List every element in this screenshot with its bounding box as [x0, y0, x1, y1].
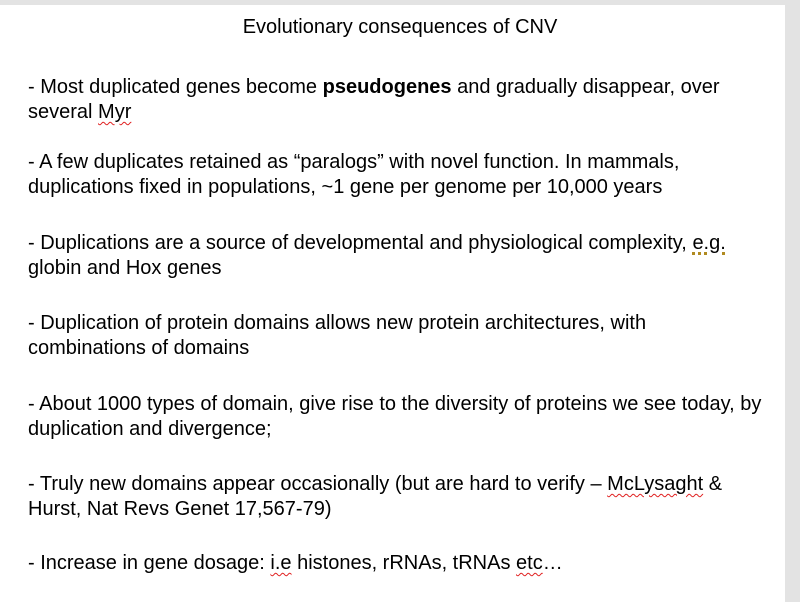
- spelling-flag[interactable]: i.e: [270, 552, 292, 574]
- text: & Hurst, Nat Revs Genet 17,567-79): [28, 473, 723, 520]
- bullet-paralogs[interactable]: - A few duplicates retained as “paralogs” with novel function. In mammals, duplications fixed in populations, ~1 gene per genome per 10,000 years: [28, 151, 680, 198]
- spelling-flag[interactable]: Myr: [98, 101, 132, 123]
- text: and gradually disappear, over several: [28, 76, 720, 123]
- text: - Duplications are a source of developmental and physiological complexity,: [28, 232, 693, 254]
- bullet-gene-dosage[interactable]: [28, 551, 768, 576]
- bullet-complexity[interactable]: [28, 231, 768, 281]
- slide-title: Evolutionary consequences of CNV: [242, 16, 558, 38]
- text: - Increase in gene dosage:: [28, 552, 271, 574]
- text: - Truly new domains appear occasionally (but are hard to verify –: [28, 473, 608, 495]
- text: - Most duplicated genes become: [28, 76, 323, 98]
- bold-term: pseudogenes: [322, 76, 452, 98]
- bullet-domain-types[interactable]: - About 1000 types of domain, give rise to the diversity of proteins we see today, by duplication and divergence;: [28, 393, 762, 440]
- bullet-pseudogenes[interactable]: [28, 75, 768, 125]
- spelling-flag[interactable]: etc: [516, 552, 543, 574]
- grammar-flag[interactable]: e.g.: [692, 232, 726, 254]
- text: …: [542, 552, 563, 574]
- text: globin and Hox genes: [28, 257, 222, 279]
- bullet-domains[interactable]: - Duplication of protein domains allows new protein architectures, with combinations of domains: [28, 312, 647, 359]
- text: histones, rRNAs, tRNAs: [291, 552, 517, 574]
- bullet-new-domains[interactable]: [28, 472, 768, 522]
- spelling-flag[interactable]: McLysaght: [607, 473, 704, 495]
